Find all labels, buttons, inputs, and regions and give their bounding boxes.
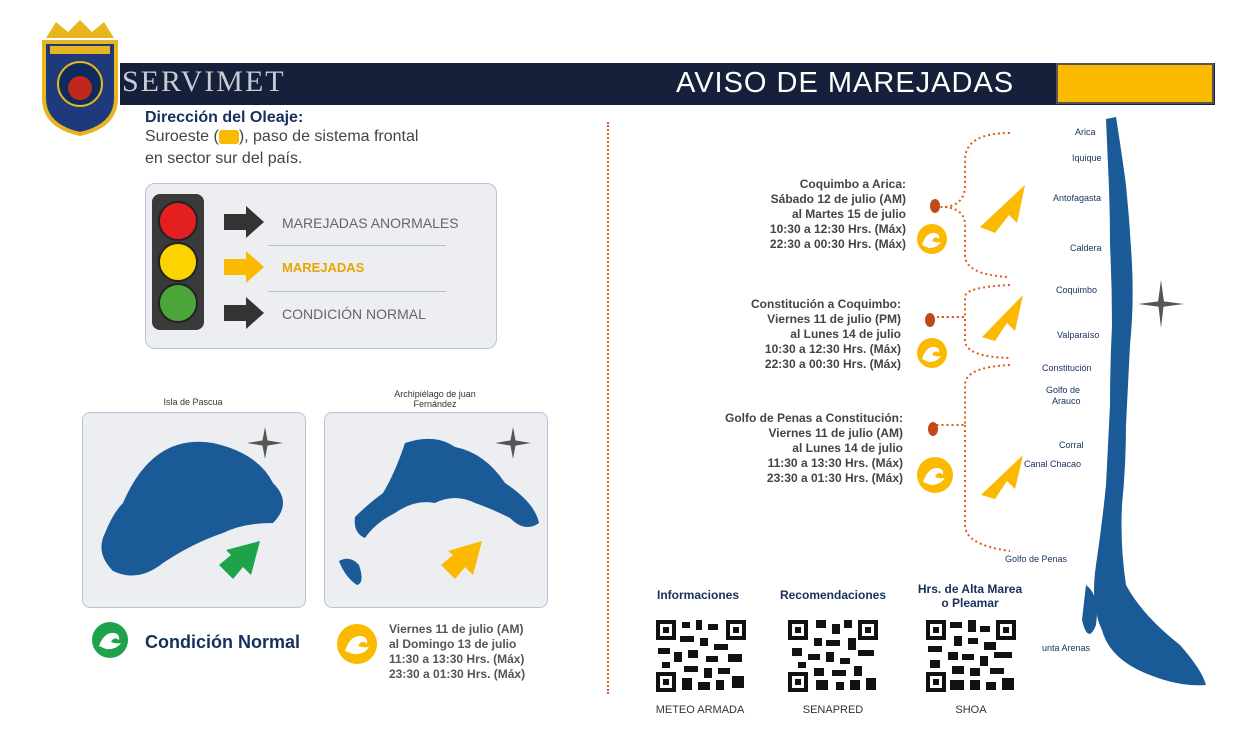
wave-swell-icon xyxy=(917,224,947,254)
city-label: Antofagasta xyxy=(1053,193,1102,203)
qr-source-shoa: SHOA xyxy=(955,704,987,716)
zone-line: al Martes 15 de julio xyxy=(791,207,906,221)
zone-line: Sábado 12 de julio (AM) xyxy=(770,192,906,206)
compass-rose-icon xyxy=(491,425,535,461)
zone-line: 22:30 a 00:30 Hrs. (Máx) xyxy=(769,237,906,251)
wave-swell-icon xyxy=(917,457,953,493)
qr-heading-marea xyxy=(905,582,1035,610)
qr-heading-informaciones: Informaciones xyxy=(656,588,740,602)
legend-divider xyxy=(268,291,446,292)
city-label: Golfo de xyxy=(1046,385,1081,395)
compass-rose-icon xyxy=(243,425,287,461)
zone-line: 23:30 a 01:30 Hrs. (Máx) xyxy=(766,471,903,485)
direction-text-line2: en sector sur del país. xyxy=(145,150,303,167)
date-line: 11:30 a 13:30 Hrs. (Máx) xyxy=(389,652,525,666)
qr-source-senapred: SENAPRED xyxy=(802,704,864,716)
zone-line: Viernes 11 de julio (PM) xyxy=(767,312,901,326)
zone-coquimbo-arica xyxy=(700,177,906,252)
date-line: Viernes 11 de julio (AM) xyxy=(389,622,524,636)
city-label: Coquimbo xyxy=(1056,285,1098,295)
city-label: Iquique xyxy=(1072,153,1102,163)
zone-penas-constitucion xyxy=(660,411,903,486)
zone-marker-dot xyxy=(928,422,938,436)
arrow-right-icon xyxy=(224,251,264,283)
city-label: Golfo de Penas xyxy=(1005,554,1068,564)
navy-crest-logo xyxy=(38,18,122,136)
direction-title: Dirección del Oleaje: xyxy=(145,109,304,126)
zone-line: al Lunes 14 de julio xyxy=(792,441,903,455)
section-divider xyxy=(607,122,609,694)
normal-condition-label: Condición Normal xyxy=(145,632,301,652)
pascua-caption: Isla de Pascua xyxy=(163,397,223,407)
zone-line: 10:30 a 12:30 Hrs. (Máx) xyxy=(764,342,901,356)
wave-swell-icon xyxy=(917,338,947,368)
zone-line: 22:30 a 00:30 Hrs. (Máx) xyxy=(764,357,901,371)
city-label: Valparaíso xyxy=(1057,330,1100,340)
legend-label-swell: MAREJADAS xyxy=(282,260,365,275)
date-line: 23:30 a 01:30 Hrs. (Máx) xyxy=(389,667,526,681)
qr-code-shoa[interactable] xyxy=(924,618,1018,694)
pascua-map-panel xyxy=(82,412,306,608)
swell-arrow-icon xyxy=(981,455,1023,499)
qr-source-meteo: METEO ARMADA xyxy=(655,704,745,716)
page-title: AVISO DE MAREJADAS xyxy=(676,67,1015,99)
city-label: Arica xyxy=(1075,127,1096,137)
zone-line: Golfo de Penas a Constitución: xyxy=(724,411,903,425)
traffic-light-icon xyxy=(152,194,204,330)
qr-heading-line: Hrs. de Alta Marea xyxy=(917,582,1023,596)
fernandez-dates xyxy=(389,622,525,682)
arrow-right-icon xyxy=(224,297,264,329)
fernandez-caption-l2: Fernández xyxy=(413,399,457,409)
qr-code-meteo-armada[interactable] xyxy=(654,618,748,694)
zone-marker-dot xyxy=(930,199,940,213)
legend-label-abnormal: MAREJADAS ANORMALES xyxy=(282,215,459,231)
zone-constitucion-coquimbo xyxy=(680,297,901,372)
city-label: Caldera xyxy=(1070,243,1102,253)
city-label: Corral xyxy=(1059,440,1084,450)
qr-heading-recomendaciones: Recomendaciones xyxy=(779,588,887,602)
swell-arrow-icon xyxy=(982,295,1023,341)
direction-text-end: ), paso de sistema frontal xyxy=(238,128,419,145)
zone-line: Constitución a Coquimbo: xyxy=(751,297,901,311)
wave-normal-icon xyxy=(92,622,128,658)
southwest-arrow-icon xyxy=(219,130,239,144)
zone-line: al Lunes 14 de julio xyxy=(790,327,901,341)
zone-line: Viernes 11 de julio (AM) xyxy=(768,426,903,440)
red-light-icon xyxy=(158,201,198,241)
qr-code-senapred[interactable] xyxy=(786,618,880,694)
brand-name: SERVIMET xyxy=(122,65,286,98)
wave-swell-icon xyxy=(337,624,377,664)
direction-text-start: Suroeste ( xyxy=(145,128,219,145)
zone-line: 11:30 a 13:30 Hrs. (Máx) xyxy=(767,456,903,470)
city-label: Arauco xyxy=(1052,396,1081,406)
date-line: al Domingo 13 de julio xyxy=(389,637,517,651)
green-light-icon xyxy=(158,283,198,323)
zone-line: 10:30 a 12:30 Hrs. (Máx) xyxy=(769,222,906,236)
city-label: Canal Chacao xyxy=(1024,459,1082,469)
legend-divider xyxy=(268,245,446,246)
arrow-right-icon xyxy=(224,206,264,238)
swell-arrow-icon xyxy=(980,185,1025,233)
fernandez-caption-l1: Archipiélago de juan xyxy=(394,389,476,399)
compass-rose-icon xyxy=(1136,278,1186,330)
direction-text-line1 xyxy=(145,128,418,146)
city-label: unta Arenas xyxy=(1042,643,1091,653)
legend-label-normal: CONDICIÓN NORMAL xyxy=(282,306,426,322)
header-accent-box xyxy=(1056,63,1214,104)
zone-line: Coquimbo a Arica: xyxy=(799,177,906,191)
city-label: Constitución xyxy=(1042,363,1092,373)
zone-marker-dot xyxy=(925,313,935,327)
qr-heading-line: o Pleamar xyxy=(941,596,999,610)
fernandez-map-panel xyxy=(324,412,548,608)
yellow-light-icon xyxy=(158,242,198,282)
